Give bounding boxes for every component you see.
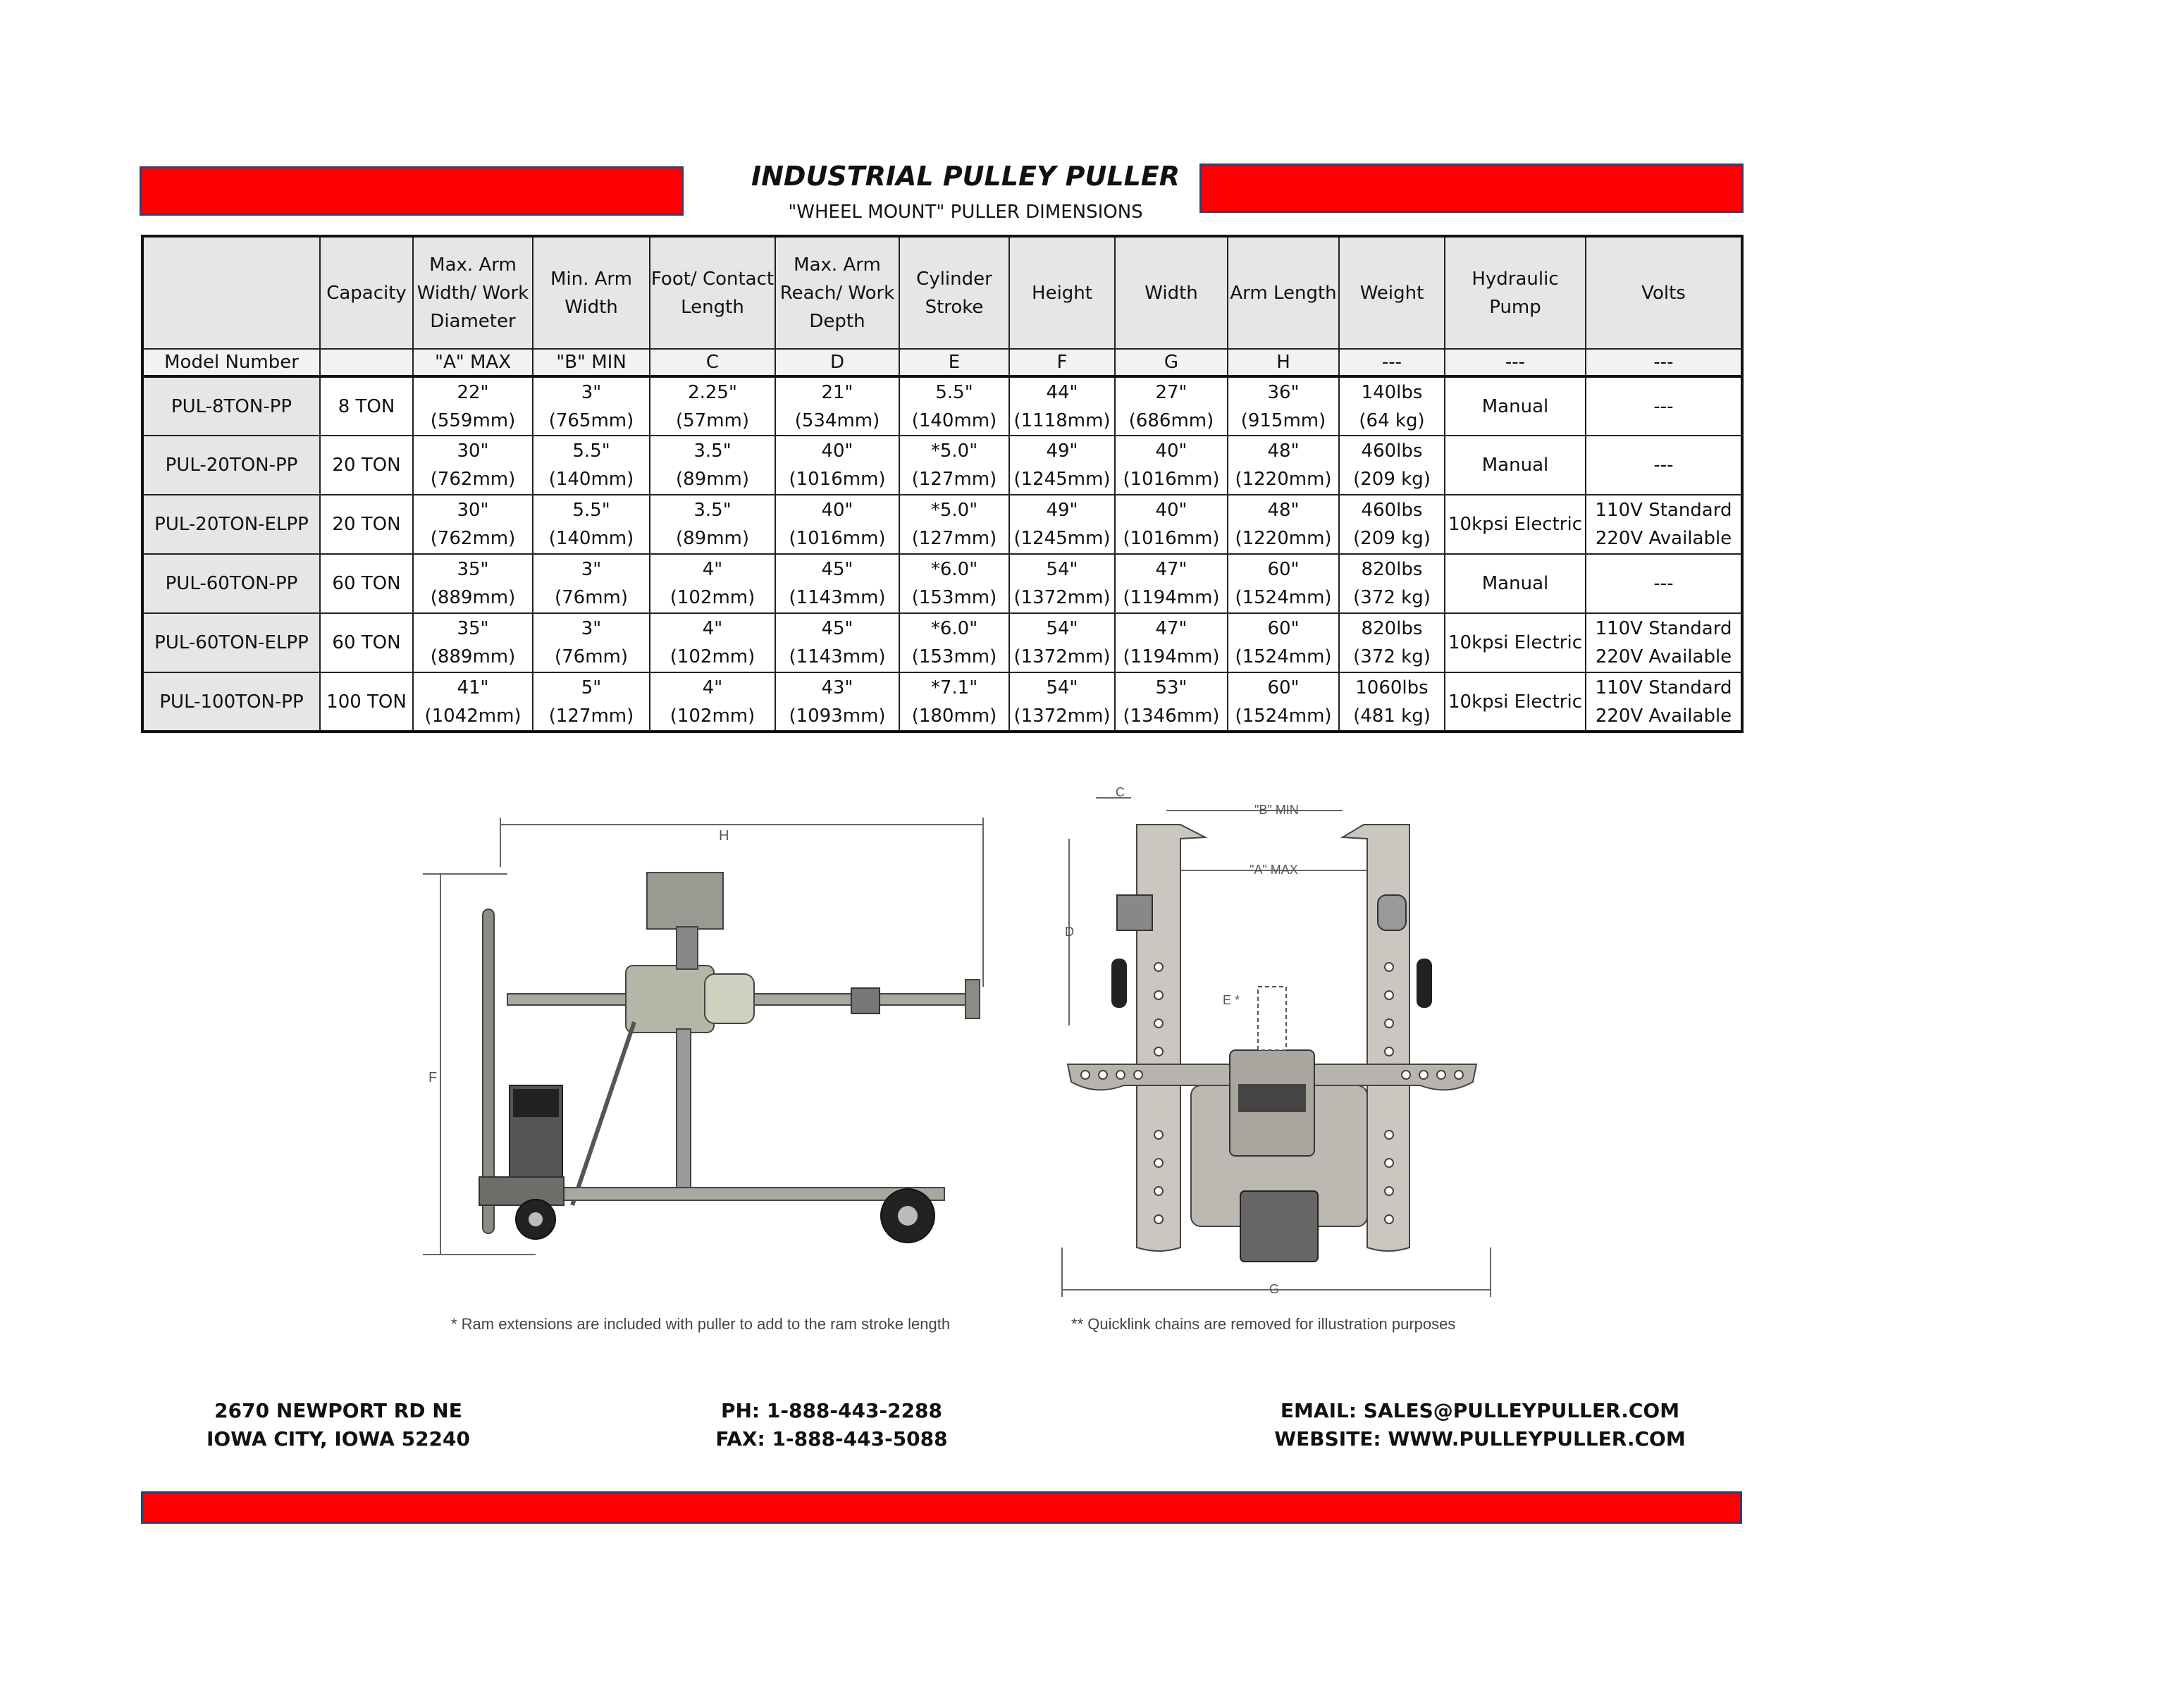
- cell-line: 5": [581, 677, 602, 698]
- cell-line: 43": [821, 677, 853, 698]
- dimension-cell-a: [413, 495, 533, 554]
- cell-line: (1372mm): [1013, 587, 1111, 608]
- dimension-cell-f: [1009, 495, 1115, 554]
- pump-cell: 10kpsi Electric: [1445, 613, 1586, 672]
- cell-line: (1118mm): [1013, 409, 1111, 431]
- cell-line: 110V Standard: [1595, 618, 1732, 639]
- cell-line: 460lbs: [1361, 500, 1423, 521]
- cell-line: (1372mm): [1013, 705, 1111, 727]
- phone-block: [677, 1397, 987, 1453]
- cell-line: (153mm): [911, 646, 997, 667]
- dimension-cell-weight: [1339, 495, 1445, 554]
- dimension-cell-c: [650, 554, 775, 613]
- dimension-cell-e: [899, 495, 1009, 554]
- cell-line: *6.0": [930, 618, 978, 639]
- cell-line: (153mm): [911, 587, 997, 608]
- dimension-cell-e: [899, 613, 1009, 672]
- footer-bar: [141, 1491, 1742, 1524]
- web-block: [1240, 1397, 1720, 1453]
- dimension-cell-f: [1009, 672, 1115, 732]
- header-bar-right: [1199, 164, 1744, 213]
- volts-cell: [1586, 613, 1742, 672]
- cell-line: (1143mm): [789, 646, 886, 667]
- dimension-cell-e: [899, 554, 1009, 613]
- dim-label-b-min: "B" MIN: [1254, 803, 1299, 817]
- phone-number: PH: 1-888-443-2288: [720, 1399, 943, 1422]
- letter-cell: H: [1228, 349, 1339, 376]
- cell-line: 3": [581, 618, 602, 639]
- dim-label-d: D: [1065, 925, 1074, 939]
- capacity-cell: 100 TON: [320, 672, 413, 732]
- cell-line: 820lbs: [1361, 559, 1423, 580]
- cell-line: ---: [1653, 573, 1674, 594]
- dimension-cell-d: [775, 376, 899, 436]
- cell-line: (180mm): [911, 705, 997, 727]
- cell-line: 48": [1267, 441, 1300, 462]
- cell-line: (1042mm): [424, 705, 522, 727]
- dimension-cell-weight: [1339, 672, 1445, 732]
- letter-cell: C: [650, 349, 775, 376]
- dim-label-f: F: [428, 1070, 438, 1085]
- dimension-cell-b: [533, 436, 650, 495]
- cell-line: 4": [702, 677, 723, 698]
- cell-line: 3": [581, 559, 602, 580]
- dimension-cell-d: [775, 436, 899, 495]
- capacity-cell: 60 TON: [320, 554, 413, 613]
- cell-line: 49": [1046, 500, 1078, 521]
- cell-line: 54": [1046, 559, 1078, 580]
- cell-line: (1016mm): [789, 528, 886, 549]
- cell-line: 54": [1046, 618, 1078, 639]
- cell-line: (1245mm): [1013, 469, 1111, 490]
- cell-line: 53": [1155, 677, 1187, 698]
- cell-line: (1194mm): [1123, 587, 1220, 608]
- letter-cell: ---: [1445, 349, 1586, 376]
- model-number-cell: PUL-60TON-PP: [142, 554, 320, 613]
- cell-line: 60": [1267, 618, 1300, 639]
- dimension-cell-a: [413, 613, 533, 672]
- dimension-letter-row: [142, 349, 1742, 376]
- cell-line: (686mm): [1128, 409, 1214, 431]
- model-number-cell: PUL-20TON-ELPP: [142, 495, 320, 554]
- cell-line: 2.25": [688, 381, 737, 403]
- cell-line: 49": [1046, 441, 1078, 462]
- letter-cell: F: [1009, 349, 1115, 376]
- dimension-cell-f: [1009, 613, 1115, 672]
- cell-line: (64 kg): [1359, 409, 1425, 431]
- cell-line: ---: [1653, 395, 1674, 417]
- cell-line: (127mm): [911, 469, 997, 490]
- column-header: Cylinder Stroke: [899, 236, 1009, 349]
- cell-line: (57mm): [675, 409, 750, 431]
- dimension-cell-d: [775, 495, 899, 554]
- pump-cell: 10kpsi Electric: [1445, 672, 1586, 732]
- letter-cell: [320, 349, 413, 376]
- dimension-cell-h: [1228, 495, 1339, 554]
- letter-cell: "B" MIN: [533, 349, 650, 376]
- dimension-cell-e: [899, 436, 1009, 495]
- column-header: Capacity: [320, 236, 413, 349]
- cell-line: 45": [821, 618, 853, 639]
- cell-line: 41": [457, 677, 489, 698]
- footnote-ram-extensions: * Ram extensions are included with puller to add to the ram stroke length: [451, 1315, 951, 1333]
- pump-cell: 10kpsi Electric: [1445, 495, 1586, 554]
- cell-line: (1524mm): [1235, 646, 1332, 667]
- capacity-cell: 20 TON: [320, 436, 413, 495]
- cell-line: (889mm): [430, 587, 516, 608]
- volts-cell: [1586, 436, 1742, 495]
- cell-line: (915mm): [1240, 409, 1326, 431]
- dimension-cell-g: [1115, 495, 1228, 554]
- dim-label-a-max: "A" MAX: [1250, 863, 1298, 877]
- cell-line: (1524mm): [1235, 587, 1332, 608]
- cell-line: 30": [457, 441, 489, 462]
- dimension-cell-c: [650, 436, 775, 495]
- dimension-cell-h: [1228, 672, 1339, 732]
- dimension-cell-a: [413, 672, 533, 732]
- dimension-cell-b: [533, 376, 650, 436]
- dimension-cell-weight: [1339, 436, 1445, 495]
- dimension-cell-g: [1115, 554, 1228, 613]
- cell-line: 140lbs: [1361, 381, 1423, 403]
- address-line-2: IOWA CITY, IOWA 52240: [206, 1427, 471, 1450]
- dimension-cell-g: [1115, 436, 1228, 495]
- letter-cell: G: [1115, 349, 1228, 376]
- cell-line: 27": [1155, 381, 1187, 403]
- cell-line: (89mm): [675, 469, 750, 490]
- cell-line: 3": [581, 381, 602, 403]
- cell-line: (140mm): [911, 409, 997, 431]
- dimension-cell-f: [1009, 436, 1115, 495]
- cell-line: 35": [457, 559, 489, 580]
- cell-line: (102mm): [670, 705, 755, 727]
- column-header: Foot/ Contact Length: [650, 236, 775, 349]
- dimension-cell-g: [1115, 376, 1228, 436]
- cell-line: (140mm): [548, 469, 634, 490]
- dimension-cell-d: [775, 554, 899, 613]
- dimension-cell-c: [650, 613, 775, 672]
- volts-cell: [1586, 672, 1742, 732]
- front-view-diagram: [1054, 782, 1505, 1304]
- cell-line: ---: [1653, 455, 1674, 476]
- table-row: [142, 613, 1742, 672]
- cell-line: 4": [702, 559, 723, 580]
- cell-line: 40": [1155, 441, 1187, 462]
- cell-line: 45": [821, 559, 853, 580]
- cell-line: *5.0": [930, 500, 978, 521]
- cell-line: (889mm): [430, 646, 516, 667]
- letter-cell: "A" MAX: [413, 349, 533, 376]
- footnote-quicklink-chains: ** Quicklink chains are removed for illustration purposes: [1071, 1315, 1456, 1333]
- fax-number: FAX: 1-888-443-5088: [715, 1427, 948, 1450]
- cell-line: (1016mm): [1123, 528, 1220, 549]
- letter-cell: ---: [1339, 349, 1445, 376]
- dimension-cell-c: [650, 376, 775, 436]
- header-bar-left: [140, 166, 684, 216]
- table-row: [142, 495, 1742, 554]
- dim-label-e: E *: [1223, 993, 1240, 1007]
- cell-line: (1220mm): [1235, 469, 1332, 490]
- cell-line: (89mm): [675, 528, 750, 549]
- cell-line: 54": [1046, 677, 1078, 698]
- dimension-cell-f: [1009, 554, 1115, 613]
- side-view-diagram: [409, 811, 1015, 1276]
- letter-cell: ---: [1586, 349, 1742, 376]
- cell-line: 36": [1267, 381, 1300, 403]
- dimension-cell-e: [899, 672, 1009, 732]
- cell-line: 1060lbs: [1355, 677, 1429, 698]
- model-number-cell: PUL-60TON-ELPP: [142, 613, 320, 672]
- model-number-cell: PUL-20TON-PP: [142, 436, 320, 495]
- cell-line: 3.5": [693, 500, 732, 521]
- pump-cell: Manual: [1445, 376, 1586, 436]
- page-subtitle: "WHEEL MOUNT" PULLER DIMENSIONS: [788, 202, 1143, 223]
- column-header: Weight: [1339, 236, 1445, 349]
- cell-line: (102mm): [670, 587, 755, 608]
- website-link[interactable]: WEBSITE: WWW.PULLEYPULLER.COM: [1274, 1427, 1686, 1450]
- letter-cell: D: [775, 349, 899, 376]
- cell-line: (140mm): [548, 528, 634, 549]
- address-block: [176, 1397, 500, 1453]
- page-title: INDUSTRIAL PULLEY PULLER: [751, 161, 1180, 192]
- cell-line: (1220mm): [1235, 528, 1332, 549]
- dimension-cell-weight: [1339, 376, 1445, 436]
- puller-front-illustration: [1068, 825, 1476, 1262]
- puller-side-illustration: [479, 873, 980, 1243]
- cell-line: (102mm): [670, 646, 755, 667]
- dimension-cell-c: [650, 672, 775, 732]
- dimension-cell-a: [413, 376, 533, 436]
- dimension-cell-b: [533, 613, 650, 672]
- column-header: Arm Length: [1228, 236, 1339, 349]
- address-line-1: 2670 NEWPORT RD NE: [214, 1399, 462, 1422]
- column-header: Max. Arm Reach/ Work Depth: [775, 236, 899, 349]
- cell-line: (1143mm): [789, 587, 886, 608]
- volts-cell: [1586, 554, 1742, 613]
- dimension-cell-g: [1115, 672, 1228, 732]
- cell-line: 820lbs: [1361, 618, 1423, 639]
- dimension-cell-d: [775, 613, 899, 672]
- cell-line: 60": [1267, 677, 1300, 698]
- cell-line: (127mm): [548, 705, 634, 727]
- cell-line: 47": [1155, 559, 1187, 580]
- cell-line: (1524mm): [1235, 705, 1332, 727]
- email-link[interactable]: EMAIL: SALES@PULLEYPULLER.COM: [1280, 1399, 1680, 1422]
- cell-line: 48": [1267, 500, 1300, 521]
- dim-label-g: G: [1269, 1282, 1280, 1296]
- table-row: [142, 376, 1742, 436]
- cell-line: 220V Available: [1595, 705, 1732, 727]
- cell-line: 220V Available: [1595, 528, 1732, 549]
- cell-line: 5.5": [935, 381, 973, 403]
- dim-label-c: C: [1116, 785, 1125, 799]
- capacity-cell: 20 TON: [320, 495, 413, 554]
- dimension-cell-a: [413, 554, 533, 613]
- cell-line: (1194mm): [1123, 646, 1220, 667]
- table-header-row: [142, 236, 1742, 349]
- cell-line: (534mm): [794, 409, 880, 431]
- cell-line: (1016mm): [789, 469, 886, 490]
- cell-line: 35": [457, 618, 489, 639]
- cell-line: *7.1": [930, 677, 978, 698]
- column-header: Volts: [1586, 236, 1742, 349]
- cell-line: (1093mm): [789, 705, 886, 727]
- dimension-cell-e: [899, 376, 1009, 436]
- cell-line: (76mm): [554, 587, 629, 608]
- table-row: [142, 554, 1742, 613]
- cell-line: 47": [1155, 618, 1187, 639]
- pump-cell: Manual: [1445, 554, 1586, 613]
- column-header: [142, 236, 320, 349]
- cell-line: 460lbs: [1361, 441, 1423, 462]
- dimension-cell-weight: [1339, 613, 1445, 672]
- cell-line: 5.5": [572, 441, 610, 462]
- cell-line: *6.0": [930, 559, 978, 580]
- dimension-cell-b: [533, 672, 650, 732]
- cell-line: (762mm): [430, 528, 516, 549]
- cell-line: (76mm): [554, 646, 629, 667]
- cell-line: (209 kg): [1353, 469, 1431, 490]
- column-header: Min. Arm Width: [533, 236, 650, 349]
- volts-cell: [1586, 376, 1742, 436]
- cell-line: (372 kg): [1353, 587, 1431, 608]
- dimension-cell-h: [1228, 554, 1339, 613]
- cell-line: (1372mm): [1013, 646, 1111, 667]
- cell-line: (1245mm): [1013, 528, 1111, 549]
- model-number-cell: PUL-100TON-PP: [142, 672, 320, 732]
- dimension-cell-g: [1115, 613, 1228, 672]
- dimension-cell-a: [413, 436, 533, 495]
- dimension-cell-h: [1228, 376, 1339, 436]
- model-number-cell: PUL-8TON-PP: [142, 376, 320, 436]
- dim-label-h: H: [719, 828, 729, 844]
- dimension-cell-weight: [1339, 554, 1445, 613]
- cell-line: 40": [821, 500, 853, 521]
- capacity-cell: 8 TON: [320, 376, 413, 436]
- dimensions-table: [141, 235, 1744, 733]
- cell-line: 60": [1267, 559, 1300, 580]
- column-header: Max. Arm Width/ Work Diameter: [413, 236, 533, 349]
- dimension-cell-c: [650, 495, 775, 554]
- cell-line: (1016mm): [1123, 469, 1220, 490]
- cell-line: 110V Standard: [1595, 677, 1732, 698]
- letter-cell: Model Number: [142, 349, 320, 376]
- cell-line: 5.5": [572, 500, 610, 521]
- cell-line: 22": [457, 381, 489, 403]
- cell-line: 21": [821, 381, 853, 403]
- cell-line: (1346mm): [1123, 705, 1220, 727]
- column-header: Hydraulic Pump: [1445, 236, 1586, 349]
- dimension-cell-f: [1009, 376, 1115, 436]
- cell-line: 40": [1155, 500, 1187, 521]
- pump-cell: Manual: [1445, 436, 1586, 495]
- capacity-cell: 60 TON: [320, 613, 413, 672]
- dimension-cell-h: [1228, 436, 1339, 495]
- cell-line: (765mm): [548, 409, 634, 431]
- letter-cell: E: [899, 349, 1009, 376]
- cell-line: 110V Standard: [1595, 500, 1732, 521]
- cell-line: (762mm): [430, 469, 516, 490]
- cell-line: (372 kg): [1353, 646, 1431, 667]
- cell-line: (127mm): [911, 528, 997, 549]
- cell-line: 30": [457, 500, 489, 521]
- cell-line: 220V Available: [1595, 646, 1732, 667]
- dimension-cell-d: [775, 672, 899, 732]
- table-row: [142, 672, 1742, 732]
- table-row: [142, 436, 1742, 495]
- cell-line: 40": [821, 441, 853, 462]
- cell-line: (209 kg): [1353, 528, 1431, 549]
- volts-cell: [1586, 495, 1742, 554]
- column-header: Width: [1115, 236, 1228, 349]
- column-header: Height: [1009, 236, 1115, 349]
- cell-line: 44": [1046, 381, 1078, 403]
- dimension-cell-h: [1228, 613, 1339, 672]
- cell-line: 3.5": [693, 441, 732, 462]
- dimension-cell-b: [533, 495, 650, 554]
- dimension-cell-b: [533, 554, 650, 613]
- cell-line: (559mm): [430, 409, 516, 431]
- cell-line: (481 kg): [1353, 705, 1431, 727]
- cell-line: *5.0": [930, 441, 978, 462]
- cell-line: 4": [702, 618, 723, 639]
